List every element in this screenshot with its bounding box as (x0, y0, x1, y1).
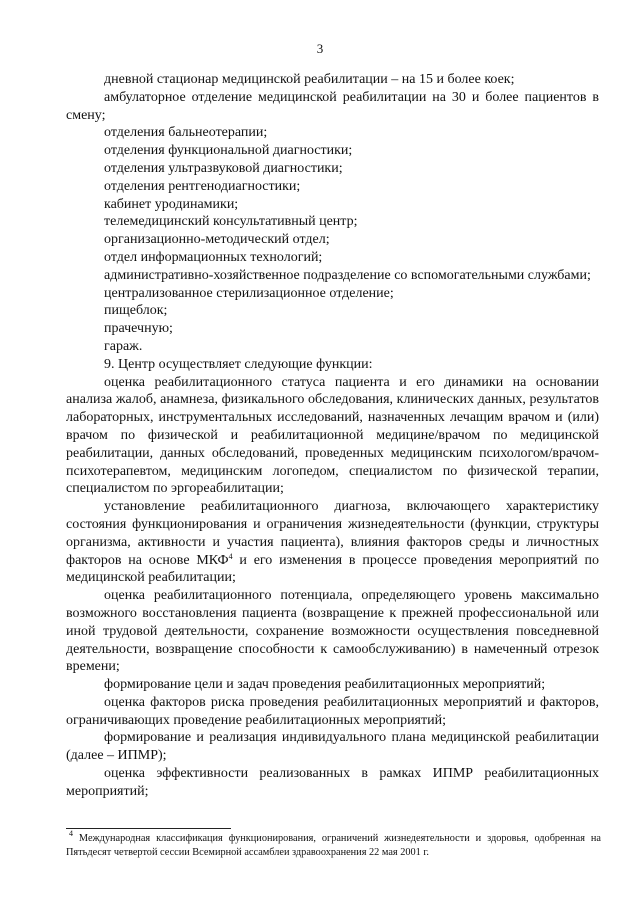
paragraph-text: и его изменения в процессе проведения мероприятий по медицинской реабилитации; (66, 552, 600, 586)
paragraph: отделения бальнеотерапии; (104, 125, 268, 141)
paragraph: дневной стационар медицинской реабилитации – на 15 и более коек; (104, 72, 515, 87)
paragraph: организационно-методический отдел; (104, 232, 330, 248)
paragraph: отделения ультразвуковой диагностики; (104, 160, 343, 176)
paragraph: оценка реабилитационного статуса пациента и его динамики на основании анализа жалоб, анамнеза, физикального обследования, клинических данных, результатов лабораторных, инструментальных исследований, назначенных лечащим врачом и (или) врачом по физической и реабилитационной медицине/врачом по медицинской реабилитации, данных обследований, проведенных медицинским психологом/врачом-психотерапевтом, медицинским логопедом, специалистом по физической терапии, специалистом по эргореабилитации; (66, 374, 599, 497)
footnote-reference: 4 (228, 551, 233, 561)
paragraph: формирование цели и задач проведения реабилитационных мероприятий; (104, 677, 546, 693)
footnote-text: Международная классификация функционирования, ограничений жизнедеятельности и здоровья, одобренная на Пятьдесят четвертой сессии Всемирной ассамблеи здравоохранения 22 мая 2001 г. (66, 833, 601, 858)
footnote-divider (66, 828, 231, 829)
paragraph: оценка эффективности реализованных в рамках ИПМР реабилитационных мероприятий; (66, 766, 599, 799)
document-body (66, 71, 599, 801)
paragraph: пищеблок; (104, 303, 168, 319)
paragraph: кабинет уродинамики; (104, 196, 239, 212)
footnote (66, 829, 601, 860)
paragraph-text: установление реабилитационного диагноза, включающего характеристику состояния функционирования и ограничения жизнедеятельности (функции, структуры организма, активности и участия пациента), влияния факторов среды и личностных факторов на основе МКФ (66, 499, 599, 568)
paragraph: формирование и реализация индивидуального плана медицинской реабилитации (далее – ИПМР); (66, 730, 599, 764)
paragraph: телемедицинский консультативный центр; (104, 214, 358, 230)
page-number: 3 (316, 41, 324, 56)
paragraph: отделения функциональной диагностики; (104, 143, 353, 159)
paragraph: прачечную; (104, 321, 173, 337)
paragraph: оценка реабилитационного потенциала, определяющего уровень максимально возможного восстановления пациента (возвращение к прежней профессиональной или иной трудовой деятельности, сохранение возможности осуществления повседневной деятельности, возвращение способности к самообслуживанию) в намеченный отрезок времени; (66, 588, 599, 675)
paragraph: централизованное стерилизационное отделение; (104, 285, 394, 301)
footnote-number: 4 (69, 829, 73, 838)
paragraph: административно-хозяйственное подразделение со вспомогательными службами; (104, 267, 591, 283)
paragraph: амбулаторное отделение медицинской реабилитации на 30 и более пациентов в смену; (66, 89, 599, 123)
paragraph: отдел информационных технологий; (104, 249, 323, 265)
paragraph: отделения рентгенодиагностики; (104, 178, 301, 194)
paragraph: гараж. (104, 338, 143, 354)
section-heading: 9. Центр осуществляет следующие функции: (104, 356, 373, 372)
paragraph-icf (66, 498, 599, 587)
paragraph: оценка факторов риска проведения реабилитационных мероприятий и факторов, ограничивающих проведение реабилитационных мероприятий; (66, 694, 599, 728)
